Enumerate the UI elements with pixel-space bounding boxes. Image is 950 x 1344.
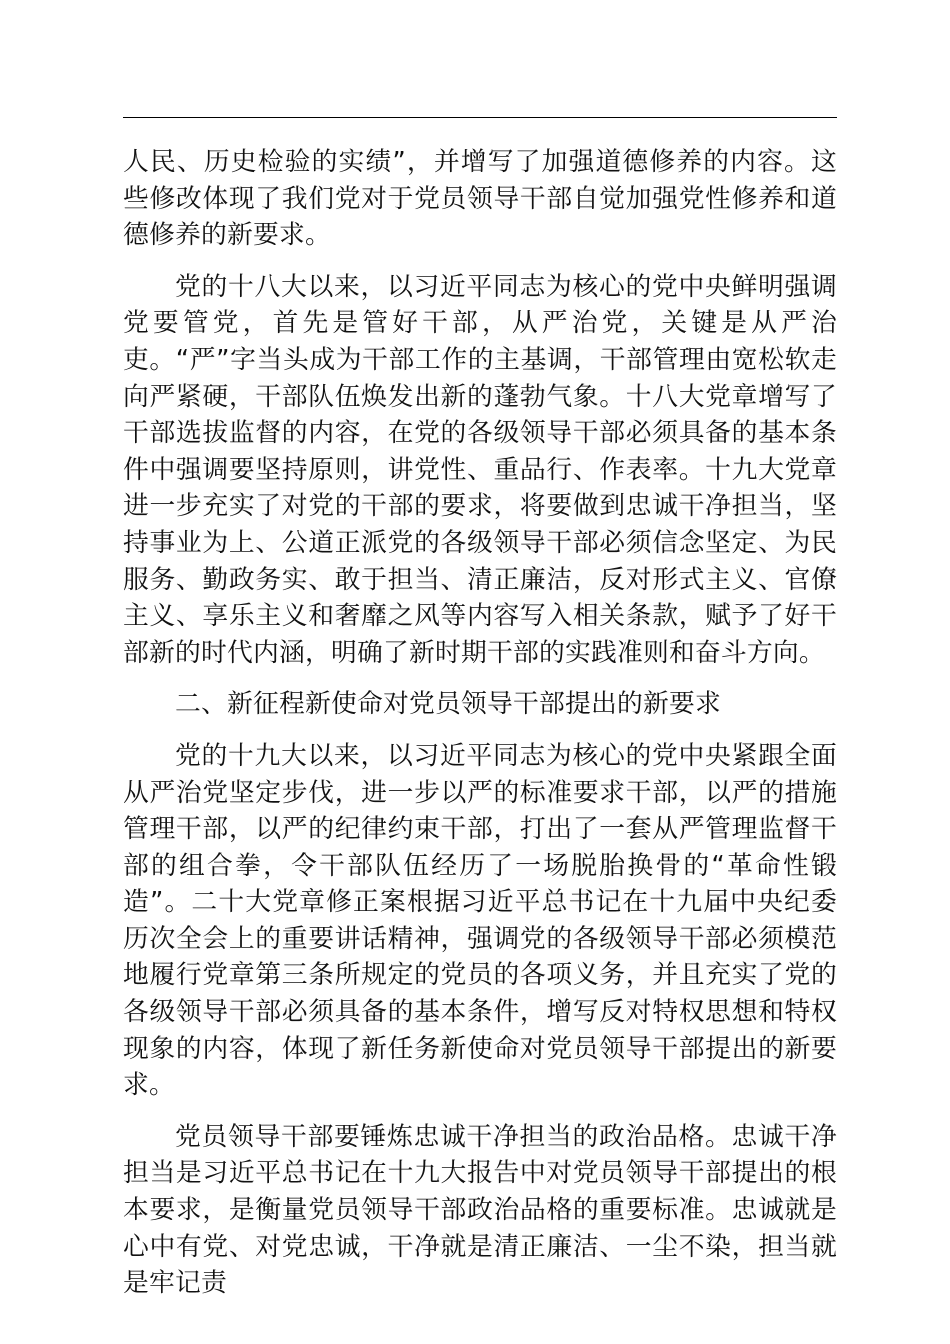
- paragraph-3: 党的十九大以来，以习近平同志为核心的党中央紧跟全面从严治党坚定步伐，进一步以严的标准要求干部，以严的措施管理干部，以严的纪律约束干部，打出了一套从严管理监督干部的组合拳，令干部队伍经历了一场脱胎换骨的“革命性锻造”。二十大党章修正案根据习近平总书记在十九届中央纪委历次全会上的重要讲话精神，强调党的各级领导干部必须模范地履行党章第三条所规定的党员的各项义务，并且充实了党的各级领导干部必须具备的基本条件，增写反对特权思想和特权现象的内容，体现了新任务新使命对党员领导干部提出的新要求。: [123, 740, 837, 1101]
- document-body: [123, 144, 837, 1317]
- paragraph-2: 党的十八大以来，以习近平同志为核心的党中央鲜明强调党要管党，首先是管好干部，从严治党，关键是从严治吏。“严”字当头成为干部工作的主基调，干部管理由宽松软走向严紧硬，干部队伍焕发出新的蓬勃气象。十八大党章增写了干部选拔监督的内容，在党的各级领导干部必须具备的基本条件中强调要坚持原则，讲党性、重品行、作表率。十九大党章进一步充实了对党的干部的要求，将要做到忠诚干净担当，坚持事业为上、公道正派党的各级领导干部必须信念坚定、为民服务、勤政务实、敢于担当、清正廉洁，反对形式主义、官僚主义、享乐主义和奢靡之风等内容写入相关条款，赋予了好干部新的时代内涵，明确了新时期干部的实践准则和奋斗方向。: [123, 271, 837, 668]
- header-rule: [123, 117, 837, 118]
- paragraph-1: 人民、历史检验的实绩”，并增写了加强道德修养的内容。这些修改体现了我们党对于党员领导干部自觉加强党性修养和道德修养的新要求。: [123, 147, 837, 251]
- section-heading: 二、新征程新使命对党员领导干部提出的新要求: [175, 689, 721, 720]
- paragraph-4: 党员领导干部要锤炼忠诚干净担当的政治品格。忠诚干净担当是习近平总书记在十九大报告中对党员领导干部提出的根本要求，是衡量党员领导干部政治品格的重要标准。忠诚就是心中有党、对党忠诚，干净就是清正廉洁、一尘不染，担当就是牢记责: [123, 1121, 837, 1299]
